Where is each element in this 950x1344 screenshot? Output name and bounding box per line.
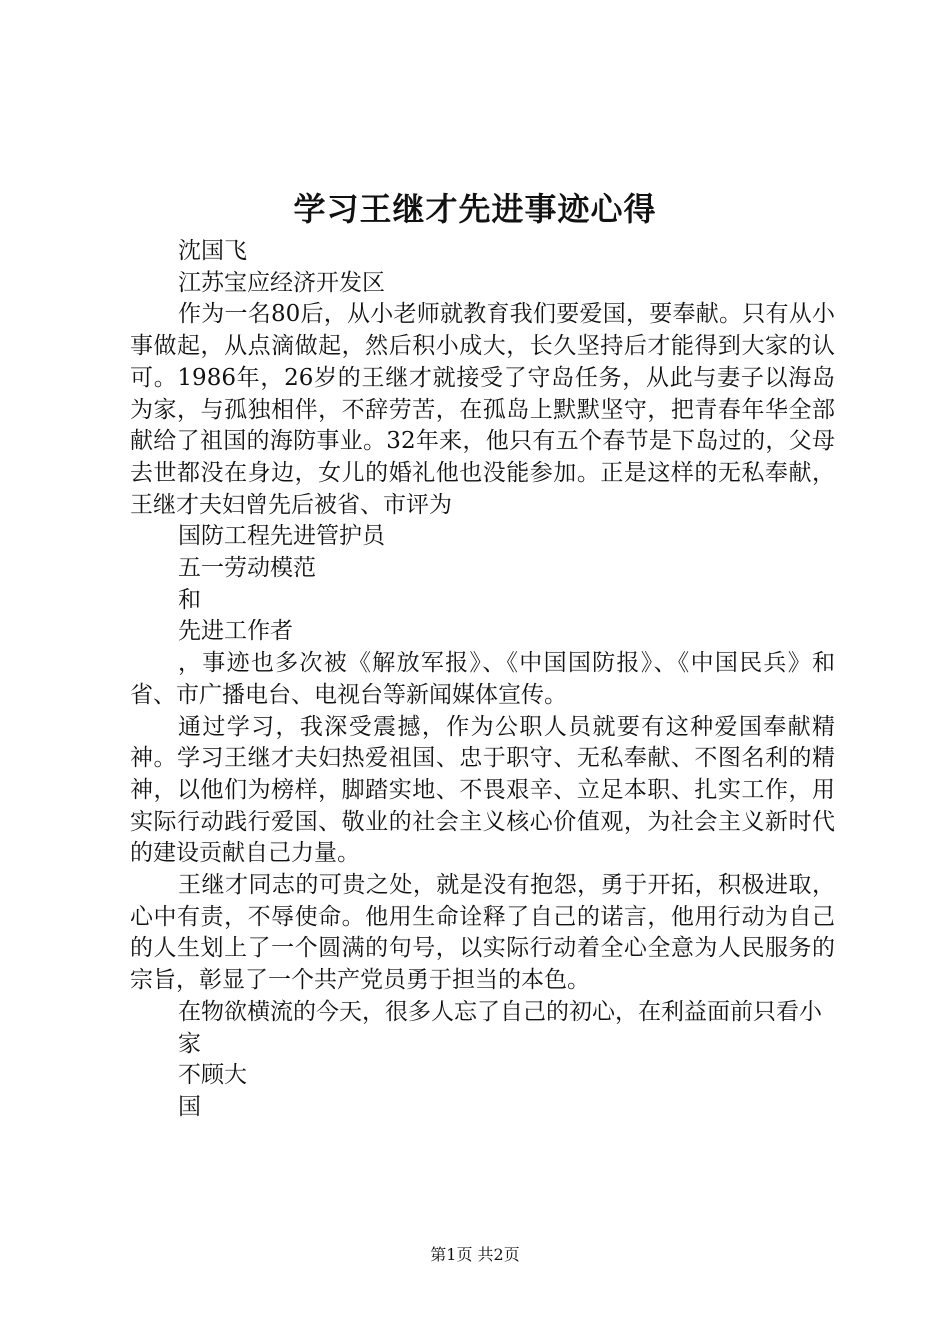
fragment-line: 不顾大 <box>178 1062 247 1089</box>
conjunction-line: 和 <box>178 586 201 613</box>
author-organization: 江苏宝应经济开发区 <box>178 269 385 296</box>
paragraph: 王继才同志的可贵之处，就是没有抱怨，勇于开拓，积极进取，心中有责，不辱使命。他用生命诠释了自己的诺言，他用行动为自己的人生划上了一个圆满的句号，以实际行动着全心全意为人民服务的宗旨，彰显了一个共产党员勇于担当的本色。 <box>130 872 835 994</box>
paragraph: 作为一名80后，从小老师就教育我们要爱国，要奉献。只有从小事做起，从点滴做起，然后积小成大，长久坚持后才能得到大家的认可。1986年，26岁的王继才就接受了守岛任务，从此与妻子以海岛为家，与孤独相伴，不辞劳苦，在孤岛上默默坚守，把青春年华全部献给了祖国的海防事业。32年来，他只有五个春节是下岛过的，父母去世都没在身边，女儿的婚礼他也没能参加。正是这样的无私奉献，王继才夫妇曾先后被省、市评为 <box>130 301 835 518</box>
paragraph: 通过学习，我深受震撼，作为公职人员就要有这种爱国奉献精神。学习王继才夫妇热爱祖国、忠于职守、无私奉献、不图名利的精神，以他们为榜样，脚踏实地、不畏艰辛、立足本职、扎实工作，用实际行动践行爱国、敬业的社会主义核心价值观，为社会主义新时代的建设贡献自己力量。 <box>130 713 835 867</box>
document-body <box>130 236 835 1124</box>
fragment-line: 国 <box>178 1093 201 1120</box>
honor-title: 国防工程先进管护员 <box>178 523 385 550</box>
honor-title: 先进工作者 <box>178 618 293 645</box>
paragraph: ，事迹也多次被《解放军报》、《中国国防报》、《中国民兵》和省、市广播电台、电视台等新闻媒体宣传。 <box>130 650 835 708</box>
fragment-line: 家 <box>178 1030 201 1057</box>
author-name: 沈国飞 <box>178 238 247 264</box>
honor-title: 五一劳动模范 <box>178 555 316 582</box>
document-title: 学习王继才先进事迹心得 <box>293 190 657 228</box>
paragraph: 在物欲横流的今天，很多人忘了自己的初心，在利益面前只看小 <box>178 998 822 1025</box>
page-footer: 第1页 共2页 <box>430 1245 520 1264</box>
